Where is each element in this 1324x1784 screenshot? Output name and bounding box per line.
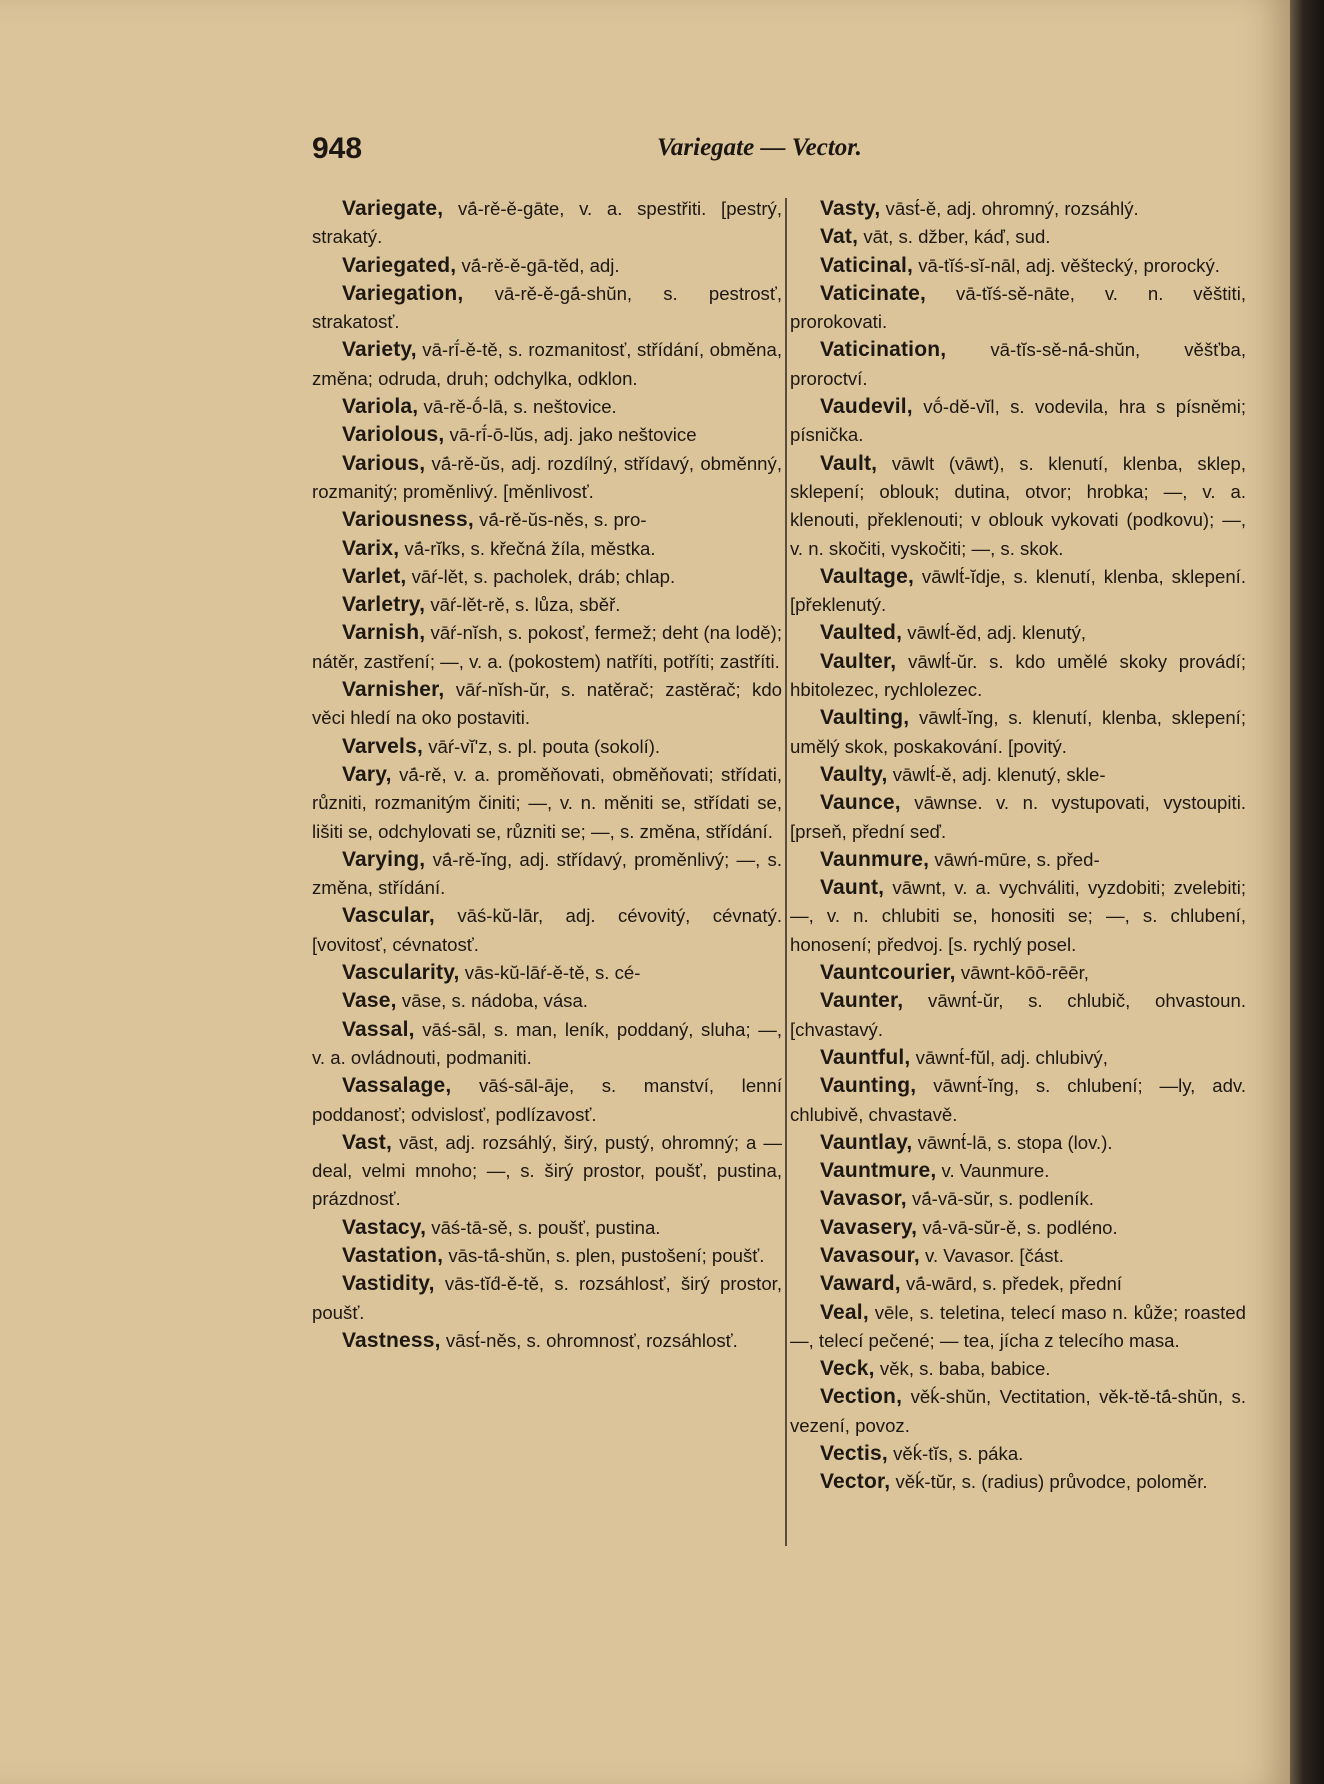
dictionary-entry (312, 1129, 782, 1214)
dictionary-entry (312, 1214, 782, 1242)
dictionary-entry (312, 563, 782, 591)
dictionary-entry (790, 1355, 1246, 1383)
entry-headword: Veck, (820, 1357, 875, 1381)
entry-headword: Vastation, (342, 1243, 444, 1267)
dictionary-entry (312, 1072, 782, 1129)
running-head: Variegate — Vector. (657, 134, 862, 161)
dictionary-entry (312, 280, 782, 337)
entry-definition: vāwnt́-lā, s. stopa (lov.). (917, 1131, 1113, 1153)
dictionary-entry (790, 1044, 1246, 1072)
dictionary-entry (312, 676, 782, 733)
entry-definition: vāwń-mūre, s. před- (934, 848, 1100, 870)
entry-headword: Vaulted, (820, 621, 903, 645)
entry-definition: vāwlt́-ĭng, s. klenutí, klenba, sklepení; umělý skok, poskakování. [povitý. (790, 707, 1246, 757)
entry-definition: vā-rī́-ě-tě, s. rozmanitosť, střídání, obměna, změna; odruda, druh; odchylka, odklon. (312, 339, 782, 389)
entry-headword: Vavasery, (820, 1215, 918, 1239)
entry-definition: vēle, s. teletina, telecí maso n. kůže; roasted —, telecí pečené; — tea, jícha z telecího masa. (790, 1301, 1246, 1351)
dictionary-entry (790, 1383, 1246, 1440)
entry-definition: vāŕ-nĭsh, s. pokosť, fermež; deht (na lodě); nátěr, zastření; —, v. a. (pokostem) natříti, potříti; zastříti. (312, 622, 782, 672)
entry-headword: Vary, (342, 762, 392, 786)
entry-headword: Various, (342, 451, 426, 475)
entry-headword: Vavasour, (820, 1243, 920, 1267)
book-gutter (1290, 0, 1324, 1784)
entry-headword: Vassalage, (342, 1074, 452, 1098)
dictionary-entry (790, 1072, 1246, 1129)
entry-headword: Vaunting, (820, 1074, 917, 1098)
entry-definition: vā́-rě, v. a. proměňovati, obměňovati; střídati, různiti, rozmanitým činiti; —, v. n. měniti se, střídati se, lišiti se, odchylovati se, různiti se; —, s. změna, střídání. (312, 763, 782, 842)
entry-definition: vā́-wārd, s. předek, přední (905, 1273, 1122, 1295)
column-divider (785, 198, 787, 1546)
dictionary-entry (790, 619, 1246, 647)
entry-definition: vā́-rě-ě-gāte, v. a. spestřiti. [pestrý, strakatý. (312, 198, 783, 248)
entry-headword: Varlet, (342, 564, 407, 588)
entry-headword: Vat, (820, 225, 859, 249)
entry-headword: Vaticination, (820, 338, 947, 362)
dictionary-entry (790, 252, 1246, 280)
dictionary-entry (790, 648, 1246, 705)
dictionary-entry (312, 987, 782, 1015)
entry-headword: Vastidity, (342, 1272, 435, 1296)
entry-headword: Vastness, (342, 1328, 441, 1352)
dictionary-entry (790, 223, 1246, 251)
entry-headword: Vauntful, (820, 1045, 911, 1069)
entry-headword: Vaunter, (820, 989, 904, 1013)
page-number: 948 (312, 132, 363, 165)
entry-definition: vāst, adj. rozsáhlý, širý, pustý, ohromný; a — deal, velmi mnoho; —, s. širý prostor, poušť, pustina, prázdnosť. (312, 1131, 782, 1210)
entry-headword: Variola, (342, 395, 419, 419)
entry-definition: vāwnse. v. n. vystupovati, vystoupiti. [prseň, přední seď. (790, 792, 1246, 842)
entry-headword: Varvels, (342, 734, 424, 758)
entry-headword: Vault, (820, 451, 878, 475)
entry-definition: vāś-tā-sě, s. poušť, pustina. (431, 1216, 661, 1238)
dictionary-entry (312, 195, 782, 252)
entry-headword: Vase, (342, 989, 397, 1013)
dictionary-entry (790, 789, 1246, 846)
entry-definition: vā́-rě-ŭs, adj. rozdílný, střídavý, obměnný, rozmanitý; proměnlivý. [měnlivosť. (312, 452, 782, 502)
entry-definition: vāŕ-lět, s. pacholek, dráb; chlap. (411, 565, 676, 587)
dictionary-entry (790, 1129, 1246, 1157)
page-header (312, 132, 1242, 172)
dictionary-entry (790, 563, 1246, 620)
entry-definition: vā́-vā-sŭr-ě, s. podléno. (922, 1216, 1118, 1238)
dictionary-entry (312, 252, 782, 280)
entry-definition: vā́-rě-ŭs-něs, s. pro- (479, 509, 647, 531)
entry-definition: v. Vavasor. [část. (925, 1244, 1064, 1266)
entry-headword: Varletry, (342, 593, 426, 617)
dictionary-entry (312, 902, 782, 959)
entry-definition: vā-tĭś-sě-nāte, v. n. věštiti, prorokovati. (790, 282, 1246, 333)
entry-definition: vāwlt́-ěd, adj. klenutý, (907, 622, 1087, 644)
entry-headword: Vastacy, (342, 1215, 427, 1239)
entry-headword: Vaunce, (820, 791, 901, 815)
dictionary-entry (312, 393, 782, 421)
dictionary-entry (790, 846, 1246, 874)
entry-definition: vāŕ-vĭ'z, s. pl. pouta (sokolí). (428, 735, 661, 757)
dictionary-entry (790, 987, 1246, 1044)
entry-headword: Vast, (342, 1130, 393, 1154)
entry-headword: Variety, (342, 338, 417, 362)
dictionary-entry (790, 874, 1246, 959)
entry-definition: vā-rě-ě-gā́-shŭn, s. pestrosť, strakatosť. (312, 282, 782, 333)
entry-definition: vāse, s. nádoba, vása. (401, 990, 588, 1012)
entry-definition: vā-rī́-ō-lŭs, adj. jako neštovice (449, 424, 697, 446)
entry-headword: Variegate, (342, 197, 444, 220)
dictionary-entry (790, 1270, 1246, 1298)
dictionary-entry (312, 733, 782, 761)
entry-headword: Vaticinal, (820, 253, 914, 277)
entry-headword: Vasty, (820, 197, 881, 220)
entry-definition: vā-tĭs-sě-nā́-shŭn, věšťba, proroctví. (790, 339, 1247, 389)
entry-definition: vāś-sāl-āje, s. manství, lenní poddanosť; odvislosť, podlízavosť. (312, 1075, 783, 1125)
dictionary-entry (790, 1185, 1246, 1213)
dictionary-entry (790, 1299, 1246, 1356)
entry-headword: Vaultage, (820, 564, 915, 588)
entry-headword: Variolous, (342, 423, 445, 447)
entry-headword: Varnish, (342, 621, 426, 645)
entry-headword: Variegated, (342, 253, 457, 277)
entry-definition: vās-tĭd́-ě-tě, s. rozsáhlosť, širý prostor, poušť. (312, 1273, 783, 1323)
entry-definition: vāst́-ě, adj. ohromný, rozsáhlý. (885, 198, 1139, 219)
entry-definition: vā́-vā-sŭr, s. podleník. (912, 1188, 1094, 1210)
entry-definition: vṓ-dě-vĭl, s. vodevila, hra s písněmi; písnička. (790, 396, 1246, 446)
entry-definition: vā-tĭś-sĭ-nāl, adj. věštecký, prorocký. (918, 254, 1220, 276)
entry-definition: v. Vaunmure. (941, 1160, 1050, 1182)
entry-definition: vāś-sāl, s. man, leník, poddaný, sluha; —, v. a. ovládnouti, podmaniti. (312, 1018, 783, 1068)
entry-headword: Vaulty, (820, 762, 888, 786)
entry-headword: Veal, (820, 1300, 869, 1324)
dictionary-entry (312, 846, 782, 903)
dictionary-entry (312, 1327, 782, 1355)
dictionary-entry (312, 1242, 782, 1270)
entry-definition: vās-tā́-shŭn, s. plen, pustošení; poušť. (448, 1244, 765, 1266)
dictionary-entry (790, 1468, 1246, 1496)
entry-definition: vās-kŭ-lāŕ-ě-tě, s. cé- (464, 962, 641, 984)
dictionary-entry (790, 959, 1246, 987)
dictionary-entry (790, 195, 1246, 223)
entry-headword: Vaulter, (820, 649, 897, 673)
entry-definition: vāś-kŭ-lār, adj. cévovitý, cévnatý. [vovitosť, cévnatosť. (312, 905, 782, 955)
entry-definition: vāwnt-kōō-rēēr, (960, 962, 1089, 984)
entry-headword: Varying, (342, 847, 426, 871)
dictionary-entry (312, 421, 782, 449)
entry-definition: vā́-rĭks, s. křečná žíla, městka. (404, 537, 656, 559)
entry-headword: Vaunmure, (820, 847, 930, 871)
entry-headword: Vaulting, (820, 706, 910, 730)
entry-headword: Vector, (820, 1470, 891, 1494)
dictionary-entry (312, 535, 782, 563)
entry-definition: vāŕ-lět-rě, s. lůza, sběř. (430, 594, 621, 616)
left-column (312, 195, 782, 1355)
entry-definition: věḱ-tĭs, s. páka. (893, 1443, 1024, 1465)
entry-headword: Vection, (820, 1385, 903, 1409)
entry-headword: Vauntlay, (820, 1130, 913, 1154)
entry-definition: vā́-rě-ě-gā-těd, adj. (461, 254, 620, 276)
dictionary-entry (790, 450, 1246, 563)
entry-definition: vāwnt́-ŭr, s. chlubič, ohvastoun. [chvastavý. (790, 990, 1246, 1040)
dictionary-entry (790, 393, 1246, 450)
entry-definition: vāst́-něs, s. ohromnosť, rozsáhlosť. (445, 1329, 738, 1351)
dictionary-entry (790, 1440, 1246, 1468)
dictionary-entry (312, 1270, 782, 1327)
entry-definition: vāwlt (vāwt), s. klenutí, klenba, sklep, sklepení; oblouk; dutina, otvor; hrobka; —, v. a. klenouti, překlenouti; v oblouk vykovati (podkovu); —, v. n. skočiti, vyskočiti; —, s. skok. (790, 452, 1246, 559)
dictionary-entry (790, 336, 1246, 393)
entry-definition: vā́-rě-ĭng, adj. střídavý, proměnlivý; —, s. změna, střídání. (312, 848, 782, 899)
dictionary-entry (312, 619, 782, 676)
entry-headword: Variousness, (342, 508, 474, 532)
dictionary-entry (790, 1157, 1246, 1185)
dictionary-entry (790, 704, 1246, 761)
dictionary-entry (790, 1242, 1246, 1270)
entry-definition: věk, s. baba, babice. (879, 1358, 1051, 1380)
entry-headword: Variegation, (342, 281, 464, 305)
entry-headword: Vauntcourier, (820, 961, 956, 985)
dictionary-entry (312, 506, 782, 534)
entry-definition: vāwnt́-ĭng, s. chlubení; —ly, adv. chlubivě, chvastavě. (790, 1075, 1246, 1125)
entry-definition: vāŕ-nĭsh-ŭr, s. natěrač; zastěrač; kdo věci hledí na oko postaviti. (312, 679, 783, 729)
dictionary-entry (312, 1016, 782, 1073)
entry-headword: Vectis, (820, 1442, 888, 1466)
entry-headword: Varnisher, (342, 678, 445, 702)
entry-definition: vā-rě-ṓ-lā, s. neštovice. (423, 396, 617, 418)
entry-headword: Vascularity, (342, 961, 460, 985)
entry-headword: Vascular, (342, 904, 435, 928)
entry-headword: Vaudevil, (820, 395, 913, 419)
entry-headword: Vauntmure, (820, 1159, 937, 1183)
dictionary-entry (790, 280, 1246, 337)
entry-definition: vāwlt́-ŭr. s. kdo umělé skoky provádí; hbitolezec, rychlolezec. (790, 650, 1246, 701)
entry-definition: vāwlt́-ě, adj. klenutý, skle- (892, 763, 1106, 785)
right-column (790, 195, 1246, 1497)
dictionary-entry (312, 591, 782, 619)
entry-headword: Varix, (342, 536, 400, 560)
entry-headword: Vassal, (342, 1017, 415, 1041)
entry-headword: Vaward, (820, 1272, 901, 1296)
dictionary-entry (312, 450, 782, 507)
dictionary-entry (312, 336, 782, 393)
dictionary-entry (790, 1214, 1246, 1242)
entry-headword: Vaunt, (820, 876, 885, 900)
entry-definition: vāwnt, v. a. vychváliti, vyzdobiti; zvelebiti; —, v. n. chlubiti se, honositi se; —, s. chlubení, honosení; předvoj. [s. rychlý posel. (790, 877, 1246, 955)
dictionary-entry (312, 761, 782, 846)
dictionary-entry (312, 959, 782, 987)
entry-definition: věḱ-shŭn, Vectitation, věk-tě-tā́-shŭn, s. vezení, povoz. (790, 1386, 1247, 1436)
dictionary-entry (790, 761, 1246, 789)
entry-headword: Vaticinate, (820, 281, 927, 305)
entry-definition: vāt, s. džber, káď, sud. (863, 226, 1051, 248)
entry-headword: Vavasor, (820, 1187, 907, 1211)
entry-definition: věḱ-tŭr, s. (radius) průvodce, poloměr. (895, 1471, 1208, 1493)
entry-definition: vāwnt́-fŭl, adj. chlubivý, (915, 1046, 1108, 1068)
entry-definition: vāwlt́-ĭdje, s. klenutí, klenba, sklepení. [překlenutý. (790, 565, 1246, 616)
